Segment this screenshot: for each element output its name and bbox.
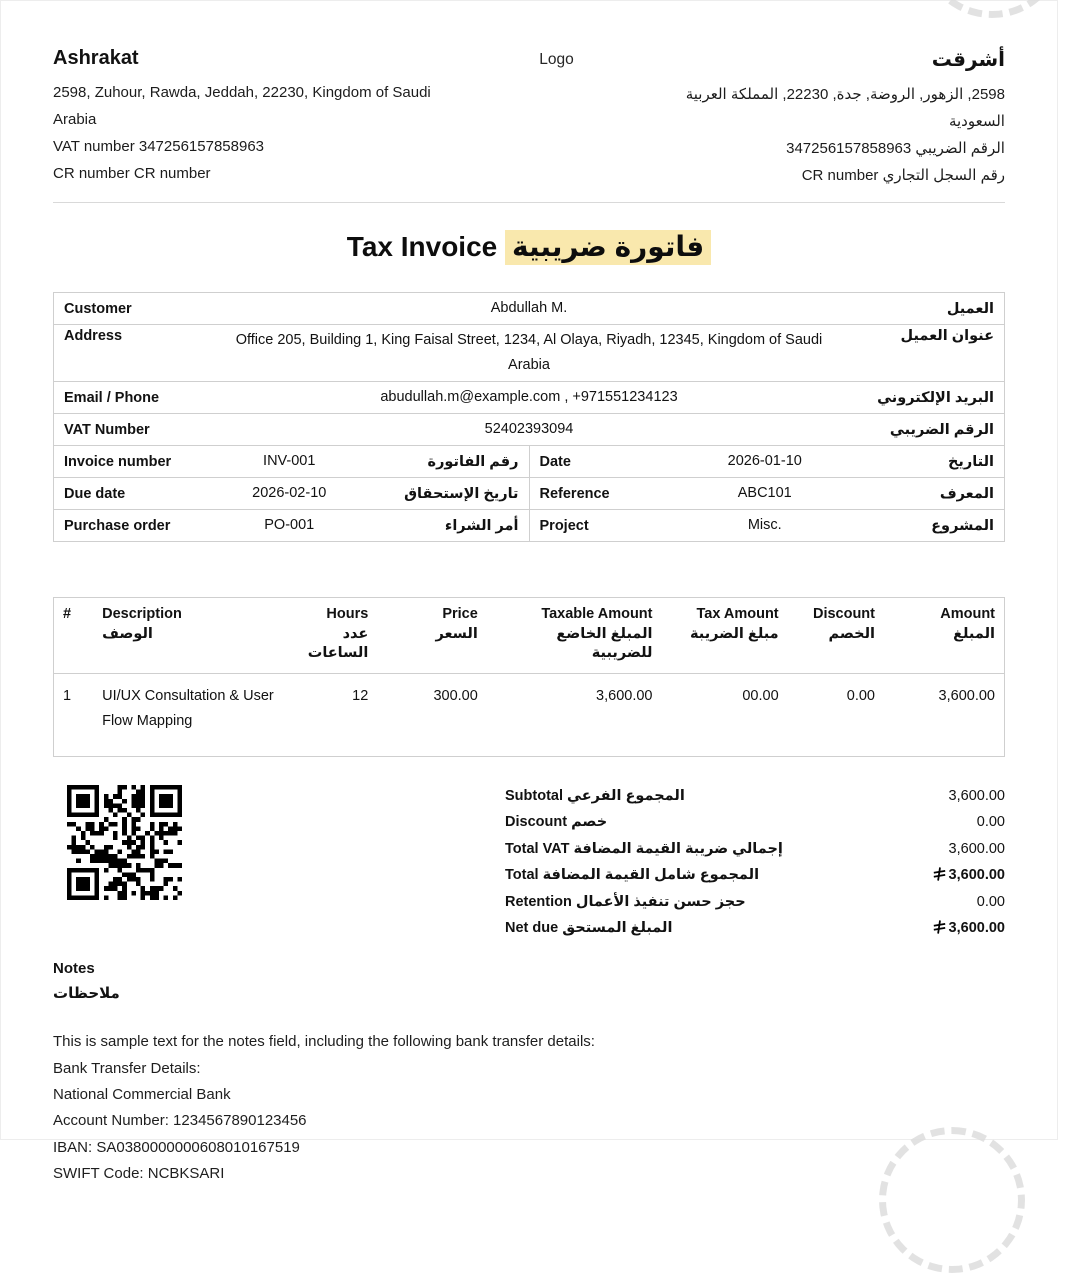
col-description: Description الوصف: [93, 598, 296, 674]
seller-cr-ar: رقم السجل التجاري CR number: [801, 167, 1005, 184]
item-tax-amount: 00.00: [742, 688, 779, 704]
invoice-header: [53, 47, 1005, 189]
reference-label-ar: المعرف: [939, 485, 994, 502]
notes-line: National Commercial Bank: [53, 1086, 231, 1104]
item-hours: 12: [352, 688, 369, 704]
discount-value: 0.00: [976, 814, 1005, 831]
due-date-label-en: Due date: [64, 485, 126, 502]
notes-line: This is sample text for the notes field, including the following bank transfer details:: [53, 1033, 595, 1051]
project-label-ar: المشروع: [931, 517, 994, 534]
line-items-table: [53, 597, 1005, 757]
seller-info-english: [53, 47, 453, 189]
invoice-number-label-en: Invoice number: [64, 453, 172, 470]
invoice-number-label-ar: رقم الفاتورة: [427, 453, 519, 470]
seller-address-en: 2598, Zuhour, Rawda, Jeddah, 22230, Kingdom of Saudi Arabia: [53, 84, 431, 128]
total-vat-value: 3,600.00: [948, 840, 1005, 857]
purchase-order-cell: [54, 510, 529, 541]
title-arabic-highlighted: فاتورة ضريبية: [505, 230, 711, 265]
retention-value: 0.00: [976, 893, 1005, 910]
seller-cr-en: CR number CR number: [53, 165, 211, 182]
subtotal-label: Subtotal المجموع الفرعي: [505, 788, 685, 804]
total-label: Total المجموع شامل القيمة المضافة: [505, 867, 760, 884]
vat-number-value: 52402393094: [484, 421, 574, 437]
total-value: 3,600.00: [933, 862, 1005, 888]
item-row: [54, 674, 1005, 757]
vat-number-label-en: VAT Number: [64, 421, 150, 438]
saudi-riyal-icon: [933, 920, 946, 934]
total-vat-row: [505, 836, 1005, 862]
invoice-number-cell: [54, 446, 529, 477]
item-discount: 0.00: [846, 688, 875, 704]
item-taxable-amount: 3,600.00: [596, 688, 653, 704]
address-label-ar: عنوان العميل: [900, 328, 994, 344]
col-discount: Discount الخصم: [788, 598, 884, 674]
qr-code: [67, 785, 182, 900]
seller-vat-ar: الرقم الضريبي 347256157858963: [786, 140, 1005, 157]
discount-label: Discount خصم: [505, 814, 608, 831]
net-due-row: [505, 915, 1005, 941]
email-phone-label-en: Email / Phone: [64, 389, 160, 406]
discount-row: [505, 809, 1005, 835]
date-cell: [529, 446, 1005, 477]
notes-body: [53, 1029, 1005, 1187]
retention-label: Retention حجز حسن تنفيذ الأعمال: [505, 893, 746, 910]
purchase-order-value: PO-001: [264, 517, 315, 533]
invoice-number-value: INV-001: [263, 453, 316, 469]
seller-info-arabic: [660, 47, 1005, 189]
email-phone-value: abudullah.m@example.com , +971551234123: [380, 389, 678, 405]
col-price: Price السعر: [377, 598, 487, 674]
retention-row: [505, 889, 1005, 915]
item-amount: 3,600.00: [938, 688, 995, 704]
address-label-en: Address: [64, 328, 123, 344]
notes-label-en: Notes: [53, 960, 95, 978]
seller-name-ar: أشرقت: [931, 49, 1005, 71]
email-phone-label-ar: البريد الإلكتروني: [877, 389, 994, 406]
vat-number-row: [54, 414, 1004, 446]
total-vat-label: Total VAT إجمالي ضريبة القيمة المضافة: [505, 840, 783, 857]
email-phone-row: [54, 382, 1004, 414]
due-date-cell: [54, 478, 529, 509]
logo-placeholder: Logo: [539, 51, 574, 68]
due-date-value: 2026-02-10: [252, 485, 327, 501]
total-row: [505, 862, 1005, 888]
date-value: 2026-01-10: [727, 453, 802, 469]
purchase-order-label-ar: أمر الشراء: [444, 517, 519, 534]
notes-line: Account Number: 1234567890123456: [53, 1112, 307, 1130]
document-title: [53, 230, 1005, 263]
net-due-label: Net due المبلغ المستحق: [505, 920, 673, 937]
customer-value: Abdullah M.: [490, 300, 568, 316]
purchase-order-project-row: [54, 510, 1004, 541]
customer-label-en: Customer: [64, 300, 132, 317]
vat-number-label-ar: الرقم الضريبي: [889, 421, 994, 438]
col-tax-amount: Tax Amount مبلغ الضريبة: [662, 598, 788, 674]
header-divider: [53, 202, 1005, 203]
totals-block: [505, 783, 1005, 941]
date-label-ar: التاريخ: [947, 453, 994, 470]
date-label-en: Date: [539, 453, 571, 470]
col-taxable-amount: Taxable Amount المبلغ الخاضع للضريبية: [487, 598, 662, 674]
item-price: 300.00: [433, 688, 478, 704]
saudi-riyal-icon: [933, 867, 946, 881]
due-date-label-ar: تاريخ الإستحقاق: [404, 485, 519, 502]
customer-row: [54, 293, 1004, 325]
notes-label-ar: ملاحظات: [53, 985, 120, 1003]
reference-label-en: Reference: [539, 485, 610, 502]
subtotal-value: 3,600.00: [948, 788, 1005, 804]
purchase-order-label-en: Purchase order: [64, 517, 171, 534]
qr-code-container: [53, 783, 182, 941]
due-date-reference-row: [54, 478, 1004, 510]
project-value: Misc.: [747, 517, 782, 533]
notes-line: Bank Transfer Details:: [53, 1059, 201, 1077]
notes-line: SWIFT Code: NCBKSARI: [53, 1164, 225, 1182]
customer-info-table: [53, 292, 1005, 542]
col-number: #: [54, 598, 94, 674]
dashed-circle-watermark-bottom: [879, 1127, 1025, 1273]
item-description: UI/UX Consultation & User Flow Mapping: [102, 688, 274, 729]
seller-vat-en: VAT number 347256157858963: [53, 138, 265, 155]
net-due-value: 3,600.00: [933, 915, 1005, 941]
project-label-en: Project: [539, 517, 589, 534]
summary-section: [53, 783, 1005, 941]
reference-cell: [529, 478, 1005, 509]
invoice-number-date-row: [54, 446, 1004, 478]
seller-name-en: Ashrakat: [53, 47, 139, 69]
address-value: Office 205, Building 1, King Faisal Street, 1234, Al Olaya, Riyadh, 12345, Kingdom of Saudi Arabia: [235, 332, 823, 373]
items-header-row: [54, 598, 1005, 674]
customer-label-ar: العميل: [946, 300, 994, 317]
reference-value: ABC101: [737, 485, 792, 501]
col-hours: Hours عدد الساعات: [296, 598, 377, 674]
subtotal-row: [505, 783, 1005, 809]
col-amount: Amount المبلغ: [884, 598, 1005, 674]
project-cell: [529, 510, 1005, 541]
notes-line: IBAN: SA0380000000608010167519: [53, 1138, 300, 1156]
item-number: 1: [63, 688, 72, 704]
address-row: [54, 325, 1004, 382]
seller-address-ar: 2598, الزهور, الروضة, جدة, 22230, المملكة العربية السعودية: [685, 86, 1005, 130]
title-english: Tax Invoice: [346, 231, 498, 262]
